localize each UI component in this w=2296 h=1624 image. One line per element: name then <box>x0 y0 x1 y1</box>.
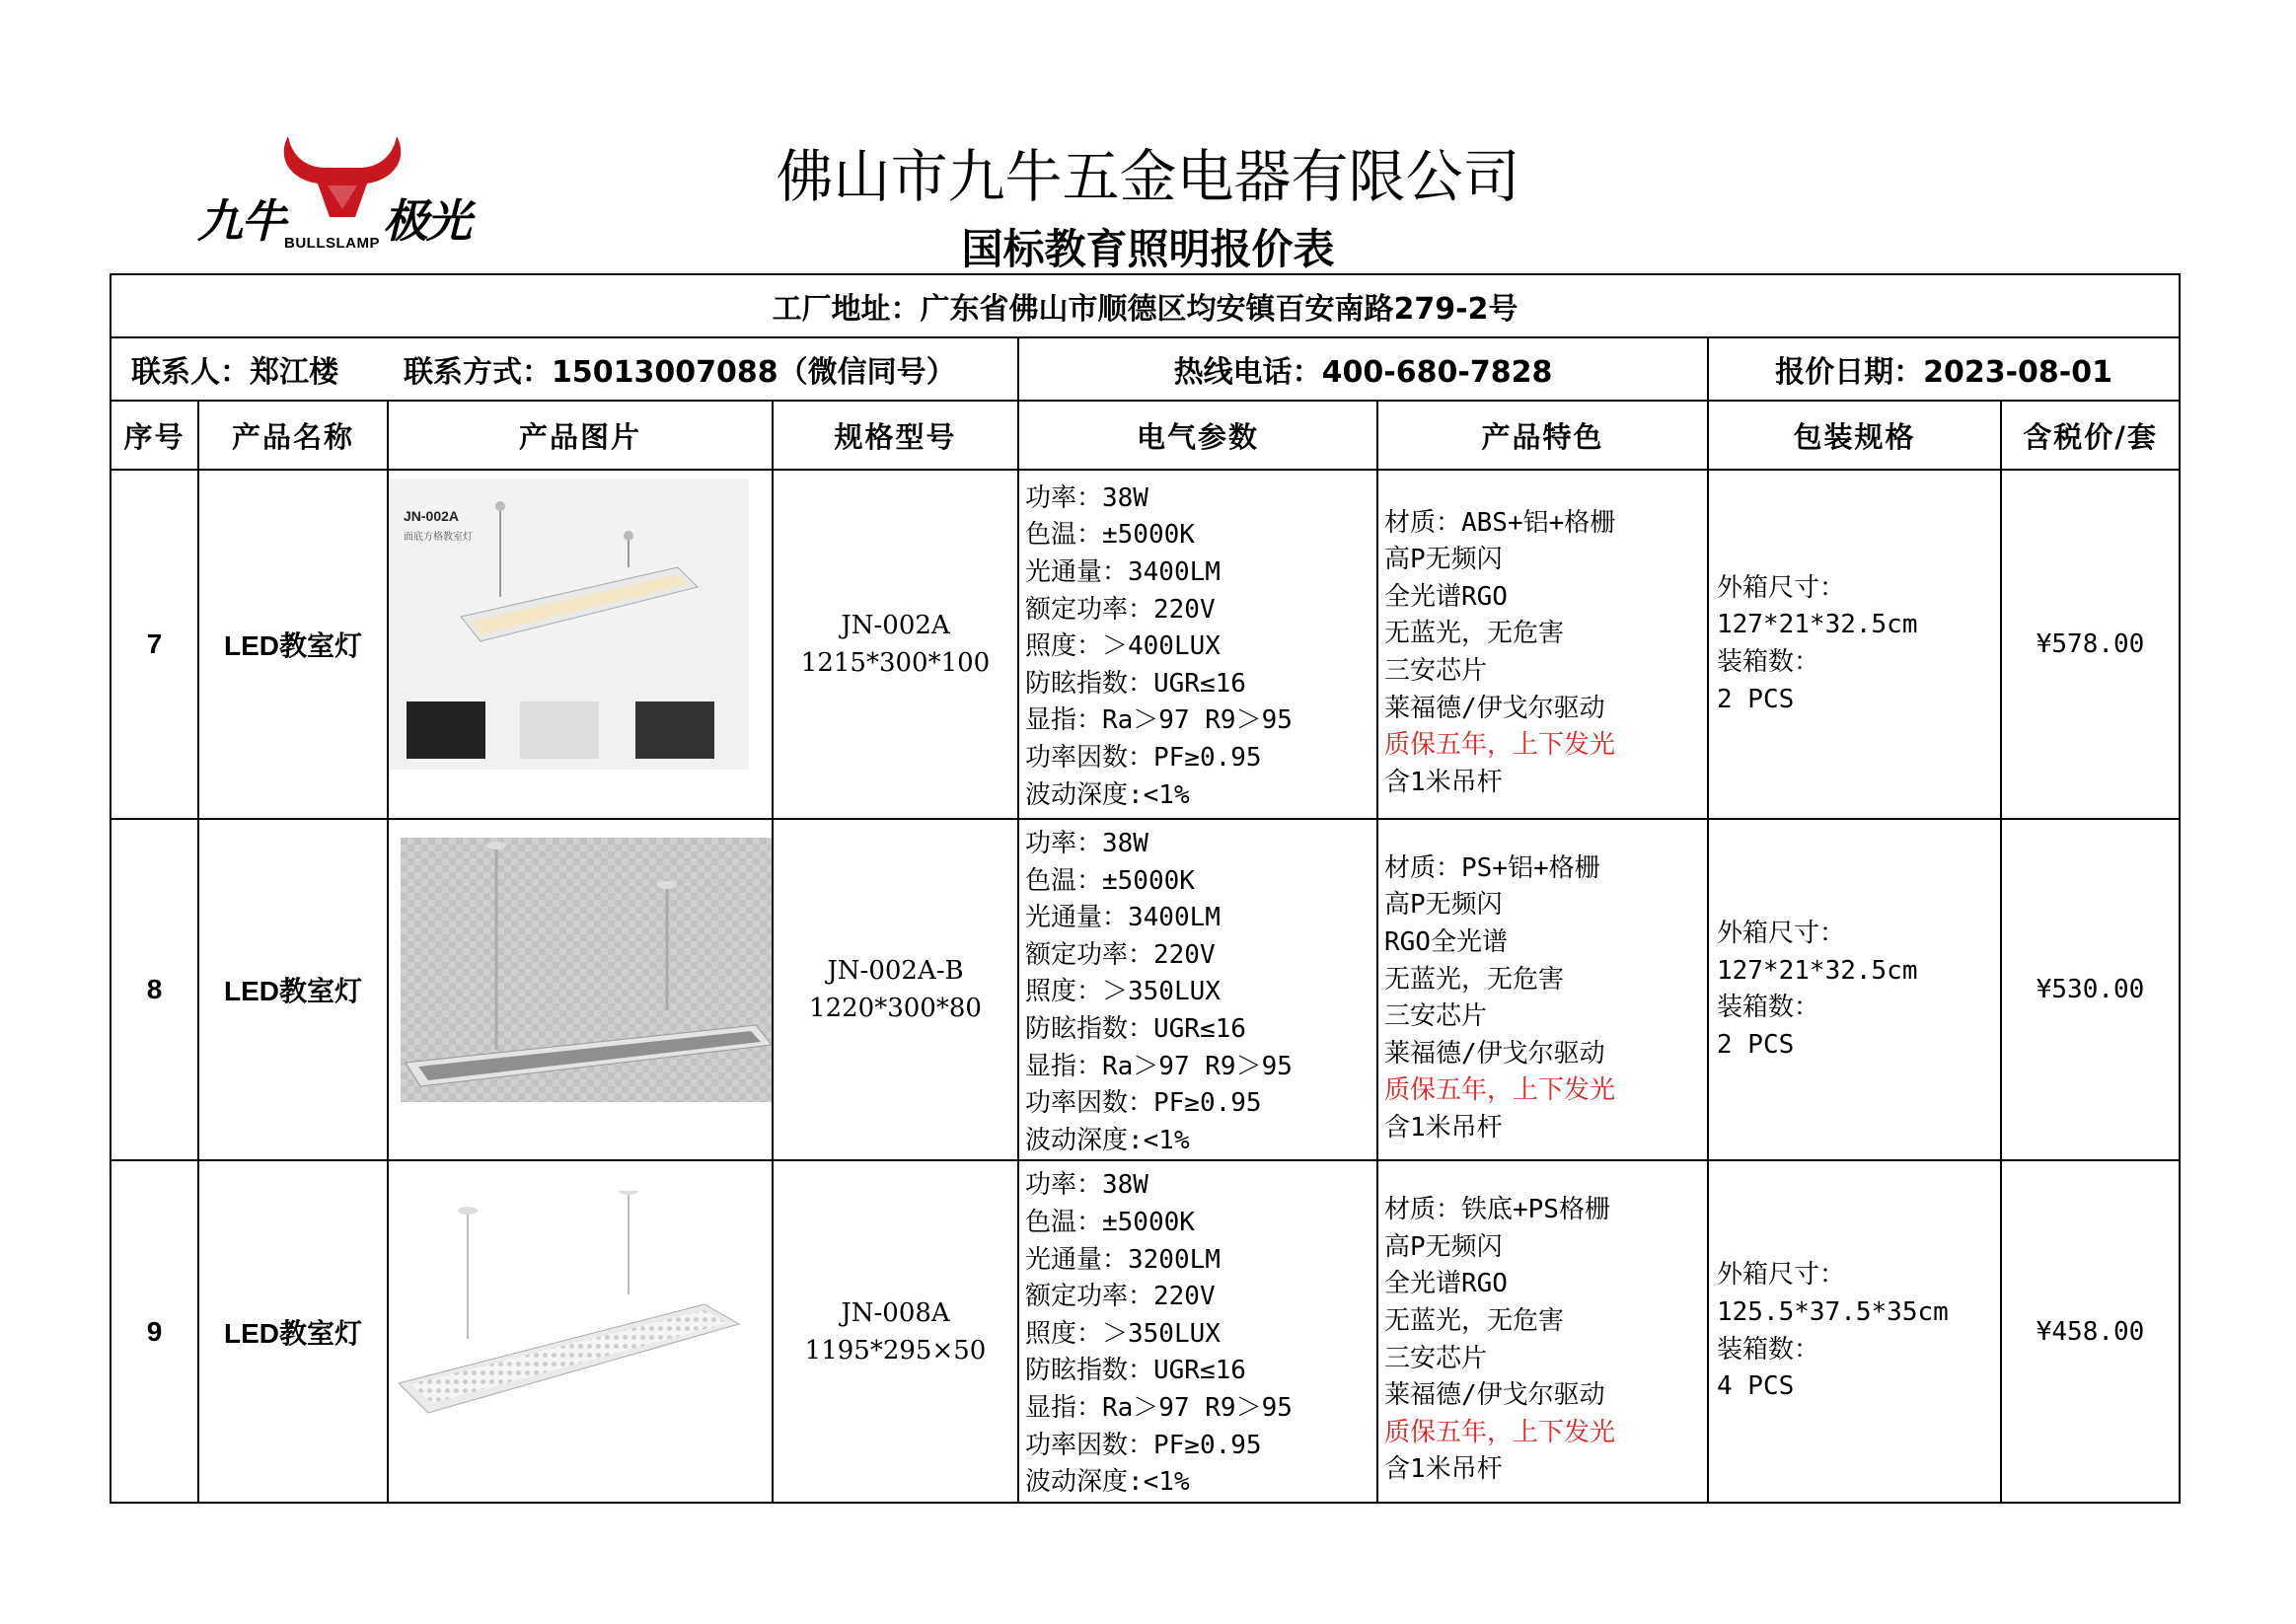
param-line: 波动深度:<1% <box>1025 1467 1190 1498</box>
feature-line: RGO全光谱 <box>1384 926 1508 957</box>
col-header-params: 电气参数 <box>1018 401 1377 470</box>
warranty-highlight: 质保五年，上下发光 <box>1384 730 1616 761</box>
feature-line: 全光谱RGO <box>1384 1269 1508 1299</box>
param-line: 照度：＞400LUX <box>1025 631 1221 662</box>
packing-line: 外箱尺寸： <box>1717 1260 1846 1291</box>
table-row <box>111 819 2180 1160</box>
param-line: 显指：Ra＞97 R9＞95 <box>1025 1051 1293 1081</box>
col-header-features: 产品特色 <box>1377 401 1708 470</box>
packing-spec <box>1708 819 2001 1160</box>
col-header-index: 序号 <box>111 401 198 470</box>
param-line: 额定功率：220V <box>1025 594 1216 625</box>
contact-person: 联系人：郑江楼 <box>131 355 338 390</box>
packing-line: 装箱数： <box>1717 647 1820 677</box>
product-name: LED教室灯 <box>198 470 388 819</box>
col-header-model: 规格型号 <box>773 401 1018 470</box>
feature-line: 高P无频闪 <box>1384 545 1503 575</box>
warranty-highlight: 质保五年，上下发光 <box>1384 1075 1616 1106</box>
image-label: JN-002A <box>404 508 460 524</box>
table-row <box>111 470 2180 819</box>
feature-line: 无蓝光，无危害 <box>1384 1305 1565 1336</box>
product-image <box>388 479 749 770</box>
packing-line: 装箱数： <box>1717 993 1820 1023</box>
feature-line: 含1米吊杆 <box>1384 1112 1503 1143</box>
feature-line: 高P无频闪 <box>1384 1231 1503 1262</box>
contact-row <box>111 337 2180 401</box>
packing-line: 127*21*32.5cm <box>1717 955 1918 986</box>
feature-line: 高P无频闪 <box>1384 890 1503 921</box>
feature-line: 三安芯片 <box>1384 1343 1488 1373</box>
feature-line: 无蓝光，无危害 <box>1384 964 1565 995</box>
company-name: 佛山市九牛五金电器有限公司 <box>776 143 1520 210</box>
logo-text-left: 九牛 <box>197 194 284 248</box>
param-line: 防眩指数：UGR≤16 <box>1025 1013 1246 1044</box>
feature-line: 含1米吊杆 <box>1384 1454 1503 1485</box>
param-line: 功率：38W <box>1025 1170 1148 1201</box>
table-row <box>111 1160 2180 1502</box>
packing-line: 2 PCS <box>1717 684 1795 714</box>
feature-line: 含1米吊杆 <box>1384 767 1503 797</box>
product-name: LED教室灯 <box>198 1160 388 1502</box>
packing-line: 125.5*37.5*35cm <box>1717 1296 1949 1327</box>
packing-line: 2 PCS <box>1717 1029 1795 1060</box>
row-index: 8 <box>111 819 198 1160</box>
quote-table <box>110 273 2181 1504</box>
param-line: 光通量：3400LM <box>1025 557 1221 588</box>
row-index: 9 <box>111 1160 198 1502</box>
price: ¥530.00 <box>2001 819 2180 1160</box>
feature-line: 莱福德/伊戈尔驱动 <box>1384 1380 1605 1411</box>
row-index: 7 <box>111 470 198 819</box>
product-features <box>1377 1160 1708 1502</box>
param-line: 色温：±5000K <box>1025 520 1195 551</box>
product-features <box>1377 470 1708 819</box>
image-sublabel: 面底方格教室灯 <box>404 532 473 543</box>
electrical-params <box>1018 819 1377 1160</box>
packing-line: 4 PCS <box>1717 1371 1795 1402</box>
col-header-name: 产品名称 <box>198 401 388 470</box>
packing-line: 外箱尺寸： <box>1717 572 1846 603</box>
logo-text-right: 极光 <box>383 194 470 248</box>
product-image-cell <box>388 470 773 819</box>
packing-spec <box>1708 470 2001 819</box>
product-image-cell <box>388 819 773 1160</box>
param-line: 光通量：3200LM <box>1025 1244 1221 1275</box>
param-line: 额定功率：220V <box>1025 1282 1216 1312</box>
param-line: 照度：＞350LUX <box>1025 977 1221 1007</box>
feature-line: 三安芯片 <box>1384 1001 1488 1032</box>
param-line: 显指：Ra＞97 R9＞95 <box>1025 1392 1293 1423</box>
quote-date: 报价日期：2023-08-01 <box>1708 337 2180 401</box>
param-line: 功率：38W <box>1025 829 1148 858</box>
price: ¥458.00 <box>2001 1160 2180 1502</box>
param-line: 色温：±5000K <box>1025 1207 1195 1237</box>
logo-subtext: BULLSLAMP <box>284 235 380 252</box>
param-line: 功率因数：PF≥0.95 <box>1025 1088 1262 1119</box>
hotline: 热线电话：400-680-7828 <box>1018 337 1708 401</box>
param-line: 色温：±5000K <box>1025 865 1195 896</box>
table-header-row <box>111 401 2180 470</box>
col-header-image: 产品图片 <box>388 401 773 470</box>
feature-line: 莱福德/伊戈尔驱动 <box>1384 1038 1605 1069</box>
feature-line: 无蓝光，无危害 <box>1384 619 1565 649</box>
warranty-highlight: 质保五年，上下发光 <box>1384 1417 1616 1447</box>
model-spec <box>773 819 1018 1160</box>
feature-line: 三安芯片 <box>1384 656 1488 686</box>
col-header-packing: 包装规格 <box>1708 401 2001 470</box>
param-line: 波动深度:<1% <box>1025 1125 1190 1155</box>
param-line: 防眩指数：UGR≤16 <box>1025 1356 1246 1386</box>
model-size: 1215*300*100 <box>800 648 991 678</box>
price: ¥578.00 <box>2001 470 2180 819</box>
col-header-price: 含税价/套 <box>2001 401 2180 470</box>
param-line: 防眩指数：UGR≤16 <box>1025 668 1246 699</box>
packing-spec <box>1708 1160 2001 1502</box>
packing-line: 装箱数： <box>1717 1334 1820 1365</box>
model-spec <box>773 470 1018 819</box>
model-size: 1220*300*80 <box>809 994 982 1024</box>
product-image <box>399 1191 746 1447</box>
product-name: LED教室灯 <box>198 819 388 1160</box>
model-size: 1195*295×50 <box>804 1335 987 1366</box>
param-line: 显指：Ra＞97 R9＞95 <box>1025 705 1293 736</box>
param-line: 功率因数：PF≥0.95 <box>1025 1430 1262 1460</box>
feature-line: 莱福德/伊戈尔驱动 <box>1384 693 1605 723</box>
param-line: 光通量：3400LM <box>1025 903 1221 933</box>
document-title: 国标教育照明报价表 <box>961 225 1335 273</box>
electrical-params <box>1018 1160 1377 1502</box>
model-spec <box>773 1160 1018 1502</box>
product-image <box>401 838 773 1102</box>
feature-line: 材质：ABS+铝+格栅 <box>1384 507 1616 538</box>
electrical-params <box>1018 470 1377 819</box>
model-number: JN-002A-B <box>827 956 964 987</box>
model-number: JN-002A <box>841 611 950 640</box>
contact-method: 联系方式：15013007088（微信同号） <box>404 355 956 390</box>
feature-line: 材质：PS+铝+格栅 <box>1384 852 1600 883</box>
param-line: 照度：＞350LUX <box>1025 1318 1221 1349</box>
packing-line: 127*21*32.5cm <box>1717 610 1918 640</box>
product-features <box>1377 819 1708 1160</box>
address-row <box>111 274 2180 337</box>
factory-address: 工厂地址：广东省佛山市顺德区均安镇百安南路279-2号 <box>111 274 2180 337</box>
feature-line: 材质：铁底+PS格栅 <box>1384 1195 1610 1225</box>
model-number: JN-008A <box>841 1297 950 1328</box>
product-image-cell <box>388 1160 773 1502</box>
param-line: 功率：38W <box>1025 482 1148 513</box>
contact-cell <box>111 337 1018 401</box>
feature-line: 全光谱RGO <box>1384 581 1508 612</box>
param-line: 波动深度:<1% <box>1025 779 1190 810</box>
param-line: 功率因数：PF≥0.95 <box>1025 742 1262 773</box>
param-line: 额定功率：220V <box>1025 939 1216 970</box>
packing-line: 外箱尺寸： <box>1717 918 1846 948</box>
